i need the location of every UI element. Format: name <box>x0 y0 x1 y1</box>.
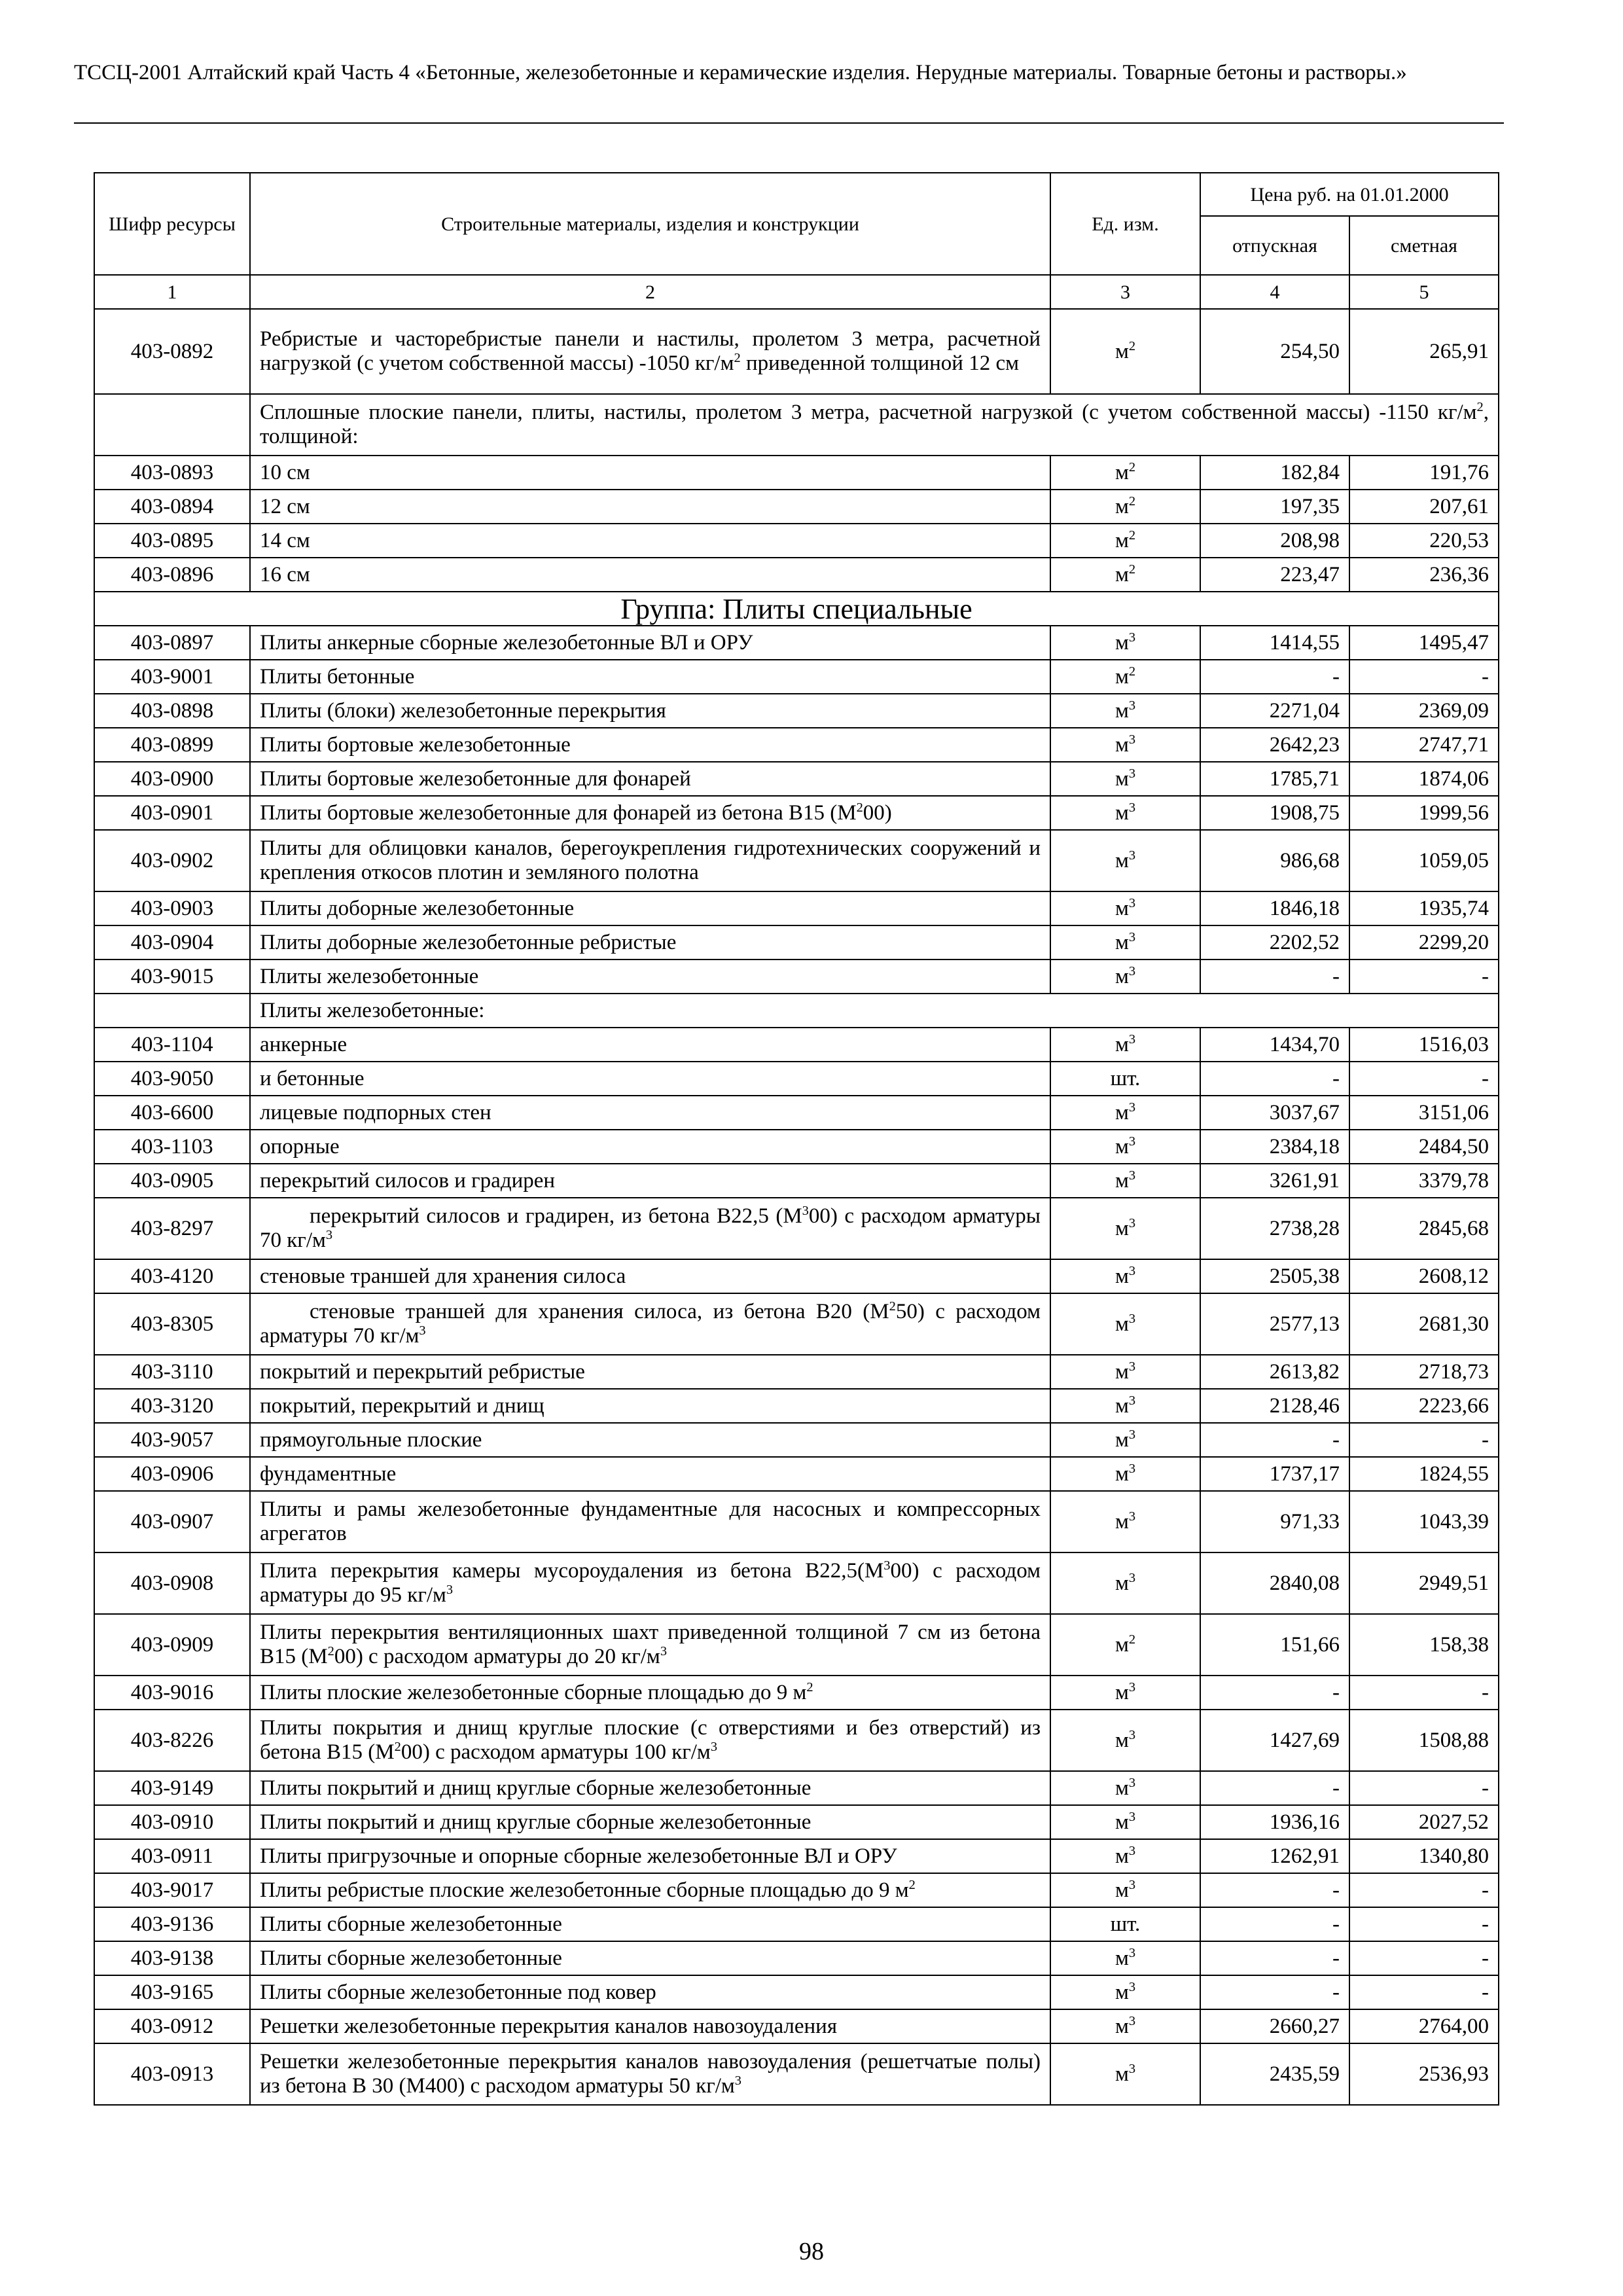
row-release-price: 2577,13 <box>1200 1293 1349 1355</box>
row-estimate-price: 3379,78 <box>1349 1164 1499 1198</box>
row-name: стеновые траншей для хранения силоса, из бетона В20 $(М^250)$ с расходом арматуры 70 $кг/м^3$ <box>250 1293 1050 1355</box>
table-row <box>94 2043 1499 2105</box>
row-code: 403-6600 <box>94 1096 250 1130</box>
row-code: 403-9017 <box>94 1873 250 1907</box>
row-code: 403-1104 <box>94 1028 250 1062</box>
row-release-price: - <box>1200 1907 1349 1941</box>
row-estimate-price: - <box>1349 1423 1499 1457</box>
row-name: Плиты сборные железобетонные <box>250 1907 1050 1941</box>
row-code: 403-0913 <box>94 2043 250 2105</box>
table-row <box>94 1941 1499 1975</box>
row-name: покрытий, перекрытий и днищ <box>250 1389 1050 1423</box>
row-estimate-price: - <box>1349 1907 1499 1941</box>
row-unit: $м^3$ <box>1050 796 1200 830</box>
row-code: 403-1103 <box>94 1130 250 1164</box>
row-unit: $м^3$ <box>1050 1164 1200 1198</box>
table-row <box>94 891 1499 925</box>
row-release-price: 2660,27 <box>1200 2009 1349 2043</box>
col-number: 3 <box>1050 275 1200 309</box>
row-code: 403-0911 <box>94 1839 250 1873</box>
table-row <box>94 1710 1499 1771</box>
row-unit: $м^3$ <box>1050 2009 1200 2043</box>
table-row <box>94 1293 1499 1355</box>
row-estimate-price: 2608,12 <box>1349 1259 1499 1293</box>
row-code: 403-0899 <box>94 728 250 762</box>
table-row <box>94 830 1499 891</box>
row-release-price: - <box>1200 1771 1349 1805</box>
row-code: 403-9057 <box>94 1423 250 1457</box>
row-name: покрытий и перекрытий ребристые <box>250 1355 1050 1389</box>
row-release-price: - <box>1200 1873 1349 1907</box>
table-row <box>94 1423 1499 1457</box>
table-row <box>94 1130 1499 1164</box>
row-unit: $м^2$ <box>1050 456 1200 490</box>
row-name: Плита перекрытия камеры мусороудаления из бетона $В22,5(М^300)$ с расходом арматуры до 95 $кг/м^3$ <box>250 1552 1050 1614</box>
row-code: 403-0896 <box>94 558 250 592</box>
row-unit: $м^3$ <box>1050 1423 1200 1457</box>
row-release-price: - <box>1200 1423 1349 1457</box>
row-unit: $м^3$ <box>1050 1771 1200 1805</box>
row-unit: $м^3$ <box>1050 1710 1200 1771</box>
row-name: Плиты доборные железобетонные ребристые <box>250 925 1050 960</box>
row-release-price: 971,33 <box>1200 1491 1349 1552</box>
row-unit: $м^3$ <box>1050 1839 1200 1873</box>
row-code: 403-3110 <box>94 1355 250 1389</box>
col-number: 2 <box>250 275 1050 309</box>
subheading-rc-slabs: Плиты железобетонные: <box>250 994 1499 1028</box>
row-code: 403-0894 <box>94 490 250 524</box>
row-unit: $м^2$ <box>1050 309 1200 394</box>
col-price-header: Цена руб. на 01.01.2000 <box>1200 173 1499 216</box>
row-unit: $м^2$ <box>1050 1614 1200 1676</box>
row-estimate-price: 2764,00 <box>1349 2009 1499 2043</box>
row-release-price: 2505,38 <box>1200 1259 1349 1293</box>
col-number: 5 <box>1349 275 1499 309</box>
row-code: 403-0895 <box>94 524 250 558</box>
row-release-price: 1936,16 <box>1200 1805 1349 1839</box>
row-estimate-price: - <box>1349 1941 1499 1975</box>
row-code: 403-0901 <box>94 796 250 830</box>
row-estimate-price: 2484,50 <box>1349 1130 1499 1164</box>
row-release-price: 151,66 <box>1200 1614 1349 1676</box>
row-estimate-price: - <box>1349 660 1499 694</box>
table-row <box>94 694 1499 728</box>
row-estimate-price: 1999,56 <box>1349 796 1499 830</box>
page-number: 98 <box>799 2238 824 2265</box>
col-number: 4 <box>1200 275 1349 309</box>
row-release-price: 1427,69 <box>1200 1710 1349 1771</box>
row-estimate-price: - <box>1349 960 1499 994</box>
row-code: 403-9001 <box>94 660 250 694</box>
row-release-price: 2202,52 <box>1200 925 1349 960</box>
row-name: Плиты (блоки) железобетонные перекрытия <box>250 694 1050 728</box>
row-code: 403-0904 <box>94 925 250 960</box>
row-estimate-price: 2718,73 <box>1349 1355 1499 1389</box>
table-row <box>94 1028 1499 1062</box>
row-code: 403-0912 <box>94 2009 250 2043</box>
table-subheading-row <box>94 994 1499 1028</box>
row-code: 403-0905 <box>94 1164 250 1198</box>
row-unit: $м^3$ <box>1050 1028 1200 1062</box>
row-unit: $м^3$ <box>1050 728 1200 762</box>
row-estimate-price: 1516,03 <box>1349 1028 1499 1062</box>
row-estimate-price: 1874,06 <box>1349 762 1499 796</box>
row-code: 403-9165 <box>94 1975 250 2009</box>
table-row <box>94 1805 1499 1839</box>
group-title: Группа: Плиты специальные <box>94 592 1499 626</box>
table-row <box>94 1259 1499 1293</box>
header-rule <box>74 122 1504 124</box>
row-name: 16 см <box>250 558 1050 592</box>
row-estimate-price: 2536,93 <box>1349 2043 1499 2105</box>
row-release-price: 2435,59 <box>1200 2043 1349 2105</box>
row-name: Плиты плоские железобетонные сборные площадью до 9 $м^2$ <box>250 1676 1050 1710</box>
table-row <box>94 1491 1499 1552</box>
row-unit: $м^3$ <box>1050 1873 1200 1907</box>
row-estimate-price: 236,36 <box>1349 558 1499 592</box>
row-code: 403-0898 <box>94 694 250 728</box>
row-name: 12 см <box>250 490 1050 524</box>
row-release-price: 1737,17 <box>1200 1457 1349 1491</box>
row-unit: шт. <box>1050 1907 1200 1941</box>
row-unit: $м^3$ <box>1050 891 1200 925</box>
row-name: Плиты покрытий и днищ круглые сборные железобетонные <box>250 1771 1050 1805</box>
row-unit: $м^2$ <box>1050 524 1200 558</box>
document-header: ТССЦ-2001 Алтайский край Часть 4 «Бетонные, железобетонные и керамические изделия. Нерудные материалы. Товарные бетоны и растворы.» <box>74 61 1407 84</box>
row-code: 403-9050 <box>94 1062 250 1096</box>
empty-cell <box>94 394 250 456</box>
row-estimate-price: - <box>1349 1771 1499 1805</box>
row-code: 403-3120 <box>94 1389 250 1423</box>
table-row <box>94 558 1499 592</box>
table-row <box>94 1062 1499 1096</box>
row-unit: $м^3$ <box>1050 1491 1200 1552</box>
row-unit: $м^3$ <box>1050 1130 1200 1164</box>
row-code: 403-8305 <box>94 1293 250 1355</box>
table-row <box>94 1164 1499 1198</box>
table-row <box>94 960 1499 994</box>
row-release-price: 2642,23 <box>1200 728 1349 762</box>
row-name: лицевые подпорных стен <box>250 1096 1050 1130</box>
row-code: 403-0900 <box>94 762 250 796</box>
table-row <box>94 1355 1499 1389</box>
row-unit: $м^3$ <box>1050 1805 1200 1839</box>
row-name: анкерные <box>250 1028 1050 1062</box>
row-release-price: 986,68 <box>1200 830 1349 891</box>
table-row <box>94 1873 1499 1907</box>
row-name: Плиты бортовые железобетонные для фонарей <box>250 762 1050 796</box>
row-estimate-price: 1935,74 <box>1349 891 1499 925</box>
row-name: Решетки железобетонные перекрытия каналов навозоудаления (решетчатые полы) из бетона В 30 (М400) с расходом арматуры 50 $кг/м^3$ <box>250 2043 1050 2105</box>
row-release-price: 208,98 <box>1200 524 1349 558</box>
table-row <box>94 524 1499 558</box>
row-code: 403-9138 <box>94 1941 250 1975</box>
row-unit: $м^3$ <box>1050 1389 1200 1423</box>
row-estimate-price: 158,38 <box>1349 1614 1499 1676</box>
row-name: перекрытий силосов и градирен, из бетона В22,5 $(М^300)$ с расходом арматуры 70 $кг/м^3$ <box>250 1198 1050 1259</box>
row-release-price: 1262,91 <box>1200 1839 1349 1873</box>
row-estimate-price: 2027,52 <box>1349 1805 1499 1839</box>
row-code: 403-0902 <box>94 830 250 891</box>
row-name: Плиты бетонные <box>250 660 1050 694</box>
table-row <box>94 728 1499 762</box>
row-release-price: - <box>1200 660 1349 694</box>
table-row <box>94 796 1499 830</box>
table-row <box>94 762 1499 796</box>
row-release-price: 1434,70 <box>1200 1028 1349 1062</box>
row-estimate-price: - <box>1349 1873 1499 1907</box>
row-name: фундаментные <box>250 1457 1050 1491</box>
row-name: Ребристые и часторебристые панели и настилы, пролетом 3 метра, расчетной нагрузкой (с учетом собственной массы) -1050 $кг/м^2$ приведенной толщиной 12 см <box>250 309 1050 394</box>
row-estimate-price: - <box>1349 1975 1499 2009</box>
row-estimate-price: - <box>1349 1676 1499 1710</box>
col-name-header: Строительные материалы, изделия и конструкции <box>250 173 1050 275</box>
row-code: 403-9016 <box>94 1676 250 1710</box>
row-release-price: - <box>1200 1941 1349 1975</box>
row-unit: $м^3$ <box>1050 1198 1200 1259</box>
row-name: Плиты и рамы железобетонные фундаментные для насосных и компрессорных агрегатов <box>250 1491 1050 1552</box>
row-name: Плиты покрытия и днищ круглые плоские (с отверстиями и без отверстий) из бетона В15 $(М^200)$ с расходом арматуры 100 $кг/м^3$ <box>250 1710 1050 1771</box>
table-row <box>94 2009 1499 2043</box>
row-code: 403-4120 <box>94 1259 250 1293</box>
row-name: Плиты железобетонные <box>250 960 1050 994</box>
row-unit: $м^3$ <box>1050 1259 1200 1293</box>
row-code: 403-9015 <box>94 960 250 994</box>
row-name: опорные <box>250 1130 1050 1164</box>
row-unit: $м^2$ <box>1050 490 1200 524</box>
table-row <box>94 1975 1499 2009</box>
row-name: Решетки железобетонные перекрытия каналов навозоудаления <box>250 2009 1050 2043</box>
row-code: 403-0909 <box>94 1614 250 1676</box>
row-release-price: 1908,75 <box>1200 796 1349 830</box>
row-name: Плиты пригрузочные и опорные сборные железобетонные ВЛ и ОРУ <box>250 1839 1050 1873</box>
empty-cell <box>94 994 250 1028</box>
row-estimate-price: 1508,88 <box>1349 1710 1499 1771</box>
table-row <box>94 660 1499 694</box>
row-code: 403-0893 <box>94 456 250 490</box>
row-code: 403-0892 <box>94 309 250 394</box>
row-release-price: 2738,28 <box>1200 1198 1349 1259</box>
table-row <box>94 1198 1499 1259</box>
row-estimate-price: 207,61 <box>1349 490 1499 524</box>
row-unit: $м^3$ <box>1050 694 1200 728</box>
row-code: 403-0906 <box>94 1457 250 1491</box>
col-code-header: Шифр ресурсы <box>94 173 250 275</box>
col-release-price-header: отпускная <box>1200 216 1349 275</box>
row-name: 10 см <box>250 456 1050 490</box>
table-row <box>94 1096 1499 1130</box>
row-code: 403-0907 <box>94 1491 250 1552</box>
row-estimate-price: 265,91 <box>1349 309 1499 394</box>
row-name: прямоугольные плоские <box>250 1423 1050 1457</box>
row-unit: $м^3$ <box>1050 1552 1200 1614</box>
row-estimate-price: 2845,68 <box>1349 1198 1499 1259</box>
row-code: 403-0897 <box>94 626 250 660</box>
row-release-price: 1414,55 <box>1200 626 1349 660</box>
row-name: Плиты бортовые железобетонные для фонарей из бетона В15 $(М^200)$ <box>250 796 1050 830</box>
row-unit: $м^3$ <box>1050 1293 1200 1355</box>
row-name: и бетонные <box>250 1062 1050 1096</box>
row-release-price: - <box>1200 1975 1349 2009</box>
row-release-price: 2384,18 <box>1200 1130 1349 1164</box>
row-code: 403-0903 <box>94 891 250 925</box>
table-row <box>94 1771 1499 1805</box>
row-release-price: 3037,67 <box>1200 1096 1349 1130</box>
row-unit: $м^3$ <box>1050 1096 1200 1130</box>
row-release-price: 2271,04 <box>1200 694 1349 728</box>
row-code: 403-0908 <box>94 1552 250 1614</box>
row-unit: $м^3$ <box>1050 960 1200 994</box>
row-release-price: 197,35 <box>1200 490 1349 524</box>
row-unit: $м^3$ <box>1050 626 1200 660</box>
table-row <box>94 1389 1499 1423</box>
row-estimate-price: 3151,06 <box>1349 1096 1499 1130</box>
row-unit: $м^2$ <box>1050 558 1200 592</box>
row-name: Плиты сборные железобетонные <box>250 1941 1050 1975</box>
row-name: Плиты анкерные сборные железобетонные ВЛ и ОРУ <box>250 626 1050 660</box>
row-unit: $м^3$ <box>1050 1676 1200 1710</box>
table-row <box>94 1907 1499 1941</box>
row-code: 403-9149 <box>94 1771 250 1805</box>
row-name: Плиты ребристые плоские железобетонные сборные площадью до 9 $м^2$ <box>250 1873 1050 1907</box>
table-row <box>94 1552 1499 1614</box>
row-release-price: - <box>1200 1062 1349 1096</box>
row-estimate-price: 191,76 <box>1349 456 1499 490</box>
row-unit: $м^3$ <box>1050 762 1200 796</box>
row-unit: $м^3$ <box>1050 925 1200 960</box>
row-unit: $м^3$ <box>1050 830 1200 891</box>
table-row <box>94 456 1499 490</box>
row-code: 403-8297 <box>94 1198 250 1259</box>
table-row <box>94 1676 1499 1710</box>
row-release-price: 1785,71 <box>1200 762 1349 796</box>
row-estimate-price: 2681,30 <box>1349 1293 1499 1355</box>
table-subheading-row <box>94 394 1499 456</box>
table-row <box>94 490 1499 524</box>
row-estimate-price: 1495,47 <box>1349 626 1499 660</box>
row-estimate-price: 1340,80 <box>1349 1839 1499 1873</box>
price-table <box>94 172 1499 2106</box>
row-release-price: 254,50 <box>1200 309 1349 394</box>
row-name: Плиты покрытий и днищ круглые сборные железобетонные <box>250 1805 1050 1839</box>
table-row <box>94 925 1499 960</box>
row-name: Плиты перекрытия вентиляционных шахт приведенной толщиной 7 см из бетона В15 $(М^200)$ с расходом арматуры до 20 $кг/м^3$ <box>250 1614 1050 1676</box>
row-name: Плиты для облицовки каналов, берегоукрепления гидротехнических сооружений и крепления откосов плотин и земляного полотна <box>250 830 1050 891</box>
row-unit: $м^3$ <box>1050 1941 1200 1975</box>
row-unit: шт. <box>1050 1062 1200 1096</box>
row-name: стеновые траншей для хранения силоса <box>250 1259 1050 1293</box>
row-release-price: 223,47 <box>1200 558 1349 592</box>
row-estimate-price: 1059,05 <box>1349 830 1499 891</box>
subheading-solid-panels: Сплошные плоские панели, плиты, настилы, пролетом 3 метра, расчетной нагрузкой (с учетом собственной массы) -1150 $кг/м^2$, толщиной: <box>250 394 1499 456</box>
row-release-price: 1846,18 <box>1200 891 1349 925</box>
col-unit-header: Ед. изм. <box>1050 173 1200 275</box>
row-name: 14 см <box>250 524 1050 558</box>
row-code: 403-0910 <box>94 1805 250 1839</box>
row-estimate-price: 220,53 <box>1349 524 1499 558</box>
row-release-price: 2613,82 <box>1200 1355 1349 1389</box>
row-name: Плиты доборные железобетонные <box>250 891 1050 925</box>
table-row <box>94 1614 1499 1676</box>
row-release-price: 182,84 <box>1200 456 1349 490</box>
group-row <box>94 592 1499 626</box>
row-unit: $м^3$ <box>1050 1457 1200 1491</box>
row-code: 403-9136 <box>94 1907 250 1941</box>
row-estimate-price: 2299,20 <box>1349 925 1499 960</box>
row-name: Плиты сборные железобетонные под ковер <box>250 1975 1050 2009</box>
row-release-price: 3261,91 <box>1200 1164 1349 1198</box>
row-name: Плиты бортовые железобетонные <box>250 728 1050 762</box>
table-row <box>94 626 1499 660</box>
row-release-price: - <box>1200 1676 1349 1710</box>
row-code: 403-8226 <box>94 1710 250 1771</box>
row-name: перекрытий силосов и градирен <box>250 1164 1050 1198</box>
table-row <box>94 309 1499 394</box>
row-estimate-price: 2223,66 <box>1349 1389 1499 1423</box>
row-estimate-price: 1824,55 <box>1349 1457 1499 1491</box>
row-estimate-price: 2369,09 <box>1349 694 1499 728</box>
col-estimate-price-header: сметная <box>1349 216 1499 275</box>
table-row <box>94 1457 1499 1491</box>
row-estimate-price: 2747,71 <box>1349 728 1499 762</box>
table-row <box>94 1839 1499 1873</box>
row-release-price: - <box>1200 960 1349 994</box>
row-estimate-price: - <box>1349 1062 1499 1096</box>
row-release-price: 2128,46 <box>1200 1389 1349 1423</box>
row-unit: $м^2$ <box>1050 660 1200 694</box>
row-unit: $м^3$ <box>1050 1355 1200 1389</box>
row-estimate-price: 1043,39 <box>1349 1491 1499 1552</box>
col-number: 1 <box>94 275 250 309</box>
row-unit: $м^3$ <box>1050 1975 1200 2009</box>
row-unit: $м^3$ <box>1050 2043 1200 2105</box>
row-release-price: 2840,08 <box>1200 1552 1349 1614</box>
row-estimate-price: 2949,51 <box>1349 1552 1499 1614</box>
